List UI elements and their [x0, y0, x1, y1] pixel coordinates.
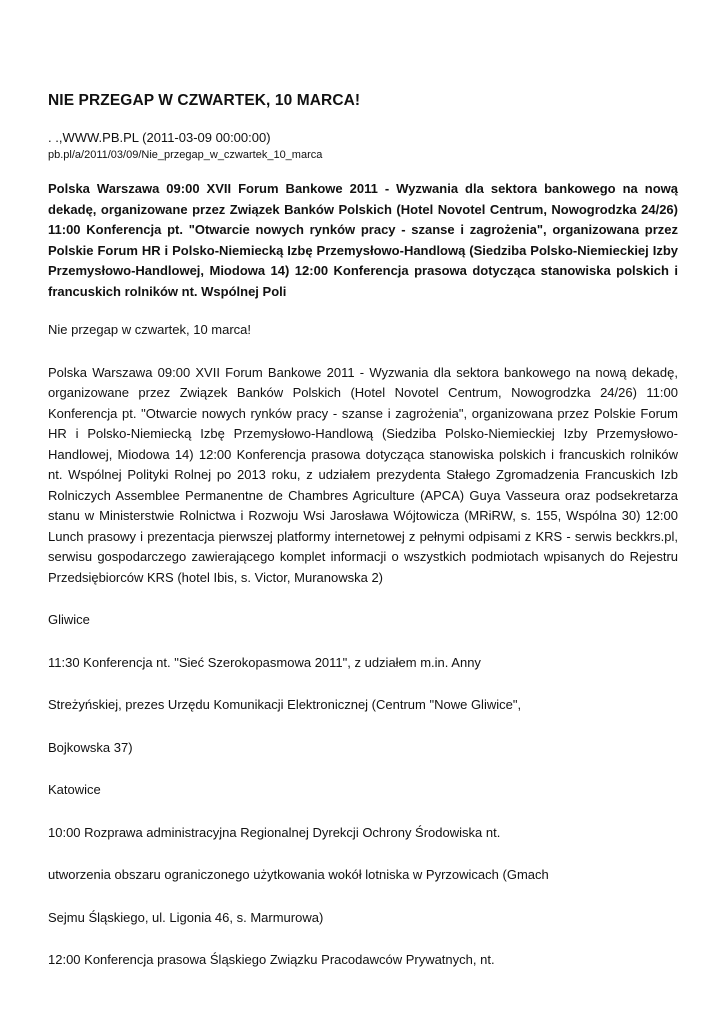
paragraph-line: 12:00 Konferencja prasowa Śląskiego Związku Pracodawców Prywatnych, nt.: [48, 952, 495, 967]
paragraph-line: Sejmu Śląskiego, ul. Ligonia 46, s. Marmurowa): [48, 909, 324, 925]
article-url: pb.pl/a/2011/03/09/Nie_przegap_w_czwartek_10_marca: [48, 149, 323, 161]
article: [48, 92, 678, 993]
paragraph-line: 11:30 Konferencja nt. "Sieć Szerokopasmowa 2011", z udziałem m.in. Anny: [48, 654, 481, 670]
paragraph-warsaw: Polska Warszawa 09:00 XVII Forum Bankowe 2011 - Wyzwania dla sektora bankowego na nową dekadę, organizowane przez Związek Banków Polskich (Hotel Novotel Centrum, Nowogrodzka 24/26) 11:00 Konferencja pt. "Otwarcie nowych rynków pracy - szanse i zagrożenia", organizowana przez Polskie Forum HR i Polsko-Niemiecką Izbę Przemysłowo-Handlową (Siedziba Polsko-Niemieckiej Izby Przemysłowo-Handlowej, Miodowa 14) 12:00 Konferencja prasowa dotycząca stanowiska polskich i francuskich rolników nt. Wspólnej Polityki Rolnej po 2013 roku, z udziałem prezydenta Stałego Zgromadzenia Francuskich Izb Rolniczych Assemblee Permanentne de Chambres Agriculture (APCA) Guya Vasseura oraz podsekretarza stanu w Ministerstwie Rolnictwa i Rozwoju Wsi Jarosława Wójtowicza (MRiRW, s. 155, Wspólna 30) 12:00 Lunch prasowy i prezentacja pierwszej platformy internetowej z pełnymi odpisami z KRS - serwis beckkrs.pl, serwisu gospodarczego zawierającego komplet informacji o wszystkich podmiotach wpisanych do Rejestru Przedsiębiorców KRS (hotel Ibis, s. Victor, Muranowska 2): [48, 364, 678, 585]
article-source-line: . .,WWW.PB.PL (2011-03-09 00:00:00): [48, 130, 271, 145]
article-lead: Polska Warszawa 09:00 XVII Forum Bankowe 2011 - Wyzwania dla sektora bankowego na nową dekadę, organizowane przez Związek Banków Polskich (Hotel Novotel Centrum, Nowogrodzka 24/26) 11:00 Konferencja pt. "Otwarcie nowych rynków pracy - szanse i zagrożenia", organizowana przez Polskie Forum HR i Polsko-Niemiecką Izbę Przemysłowo-Handlową (Siedziba Polsko-Niemieckiej Izby Przemysłowo-Handlowej, Miodowa 14) 12:00 Konferencja prasowa dotycząca stanowiska polskich i francuskich rolników nt. Wspólnej Poli: [48, 181, 678, 299]
paragraph-line: 10:00 Rozprawa administracyjna Regionalnej Dyrekcji Ochrony Środowiska nt.: [48, 824, 501, 840]
paragraph-line: Bojkowska 37): [48, 739, 133, 755]
paragraph-line: Streżyńskiej, prezes Urzędu Komunikacji Elektronicznej (Centrum "Nowe Gliwice",: [48, 697, 522, 712]
paragraph-city-katowice: Katowice: [48, 782, 101, 797]
paragraph-heading: Nie przegap w czwartek, 10 marca!: [48, 322, 252, 337]
article-title: NIE PRZEGAP W CZWARTEK, 10 MARCA!: [48, 92, 361, 109]
paragraph-city-gliwice: Gliwice: [48, 612, 90, 627]
paragraph-line: utworzenia obszaru ograniczonego użytkowania wokół lotniska w Pyrzowicach (Gmach: [48, 867, 549, 882]
